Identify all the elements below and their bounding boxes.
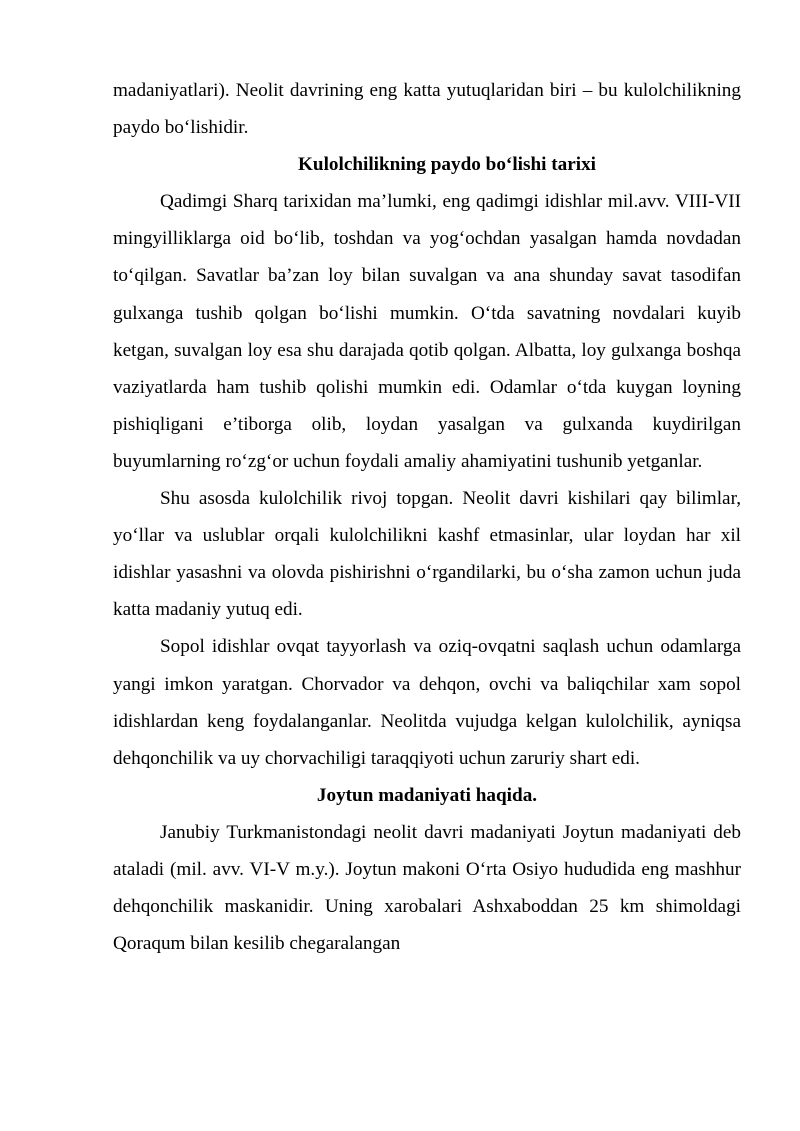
document-page	[113, 72, 741, 962]
paragraph-pottery-development: Shu asosda kulolchilik rivoj topgan. Neolit davri kishilari qay bilimlar, yo‘llar va uslublar orqali kulolchilikni kashf etmasinlar, ular loydan har xil idishlar yasashni va olovda pishirishni o‘rgandilarki, bu o‘sha zamon uchun juda katta madaniy yutuq edi.	[113, 488, 741, 621]
paragraph-intro: madaniyatlari). Neolit davrining eng katta yutuqlaridan biri – bu kulolchilikning paydo bo‘lishidir.	[113, 80, 741, 139]
paragraph-pottery-use: Sopol idishlar ovqat tayyorlash va oziq-ovqatni saqlash uchun odamlarga yangi imkon yaratgan. Chorvador va dehqon, ovchi va baliqchilar xam sopol idishlardan keng foydalanganlar. Neolitda vujudga kelgan kulolchilik, ayniqsa dehqonchilik va uy chorvachiligi taraqqiyoti uchun zaruriy shart edi.	[113, 636, 741, 769]
section-heading-joytun: Joytun madaniyati haqida.	[316, 784, 538, 806]
section-heading-pottery-history: Kulolchilikning paydo bo‘lishi tarixi	[297, 154, 597, 176]
paragraph-ancient-east: Qadimgi Sharq tarixidan ma’lumki, eng qadimgi idishlar mil.avv. VIII-VII mingyilliklarga oid bo‘lib, toshdan va yog‘ochdan yasalgan hamda novdadan to‘qilgan. Savatlar ba’zan loy bilan suvalgan va ana shunday savat tasodifan gulxanga tushib qolgan bo‘lishi mumkin. O‘tda savatning novdalari kuyib ketgan, suvalgan loy esa shu darajada qotib qolgan. Albatta, loy gulxanga boshqa vaziyatlarda ham tushib qolishi mumkin edi. Odamlar o‘tda kuygan loyning pishiqligani e’tiborga olib, loydan yasalgan va gulxanda kuydirilgan buyumlarning ro‘zg‘or uchun foydali amaliy ahamiyatini tushunib yetganlar.	[113, 191, 741, 472]
paragraph-joytun-culture: Janubiy Turkmanistondagi neolit davri madaniyati Joytun madaniyati deb ataladi (mil. avv. VI-V m.y.). Joytun makoni O‘rta Osiyo hududida eng mashhur dehqonchilik maskanidir. Uning xarobalari Ashxaboddan 25 km shimoldagi Qoraqum bilan kesilib chegaralangan	[113, 821, 741, 955]
